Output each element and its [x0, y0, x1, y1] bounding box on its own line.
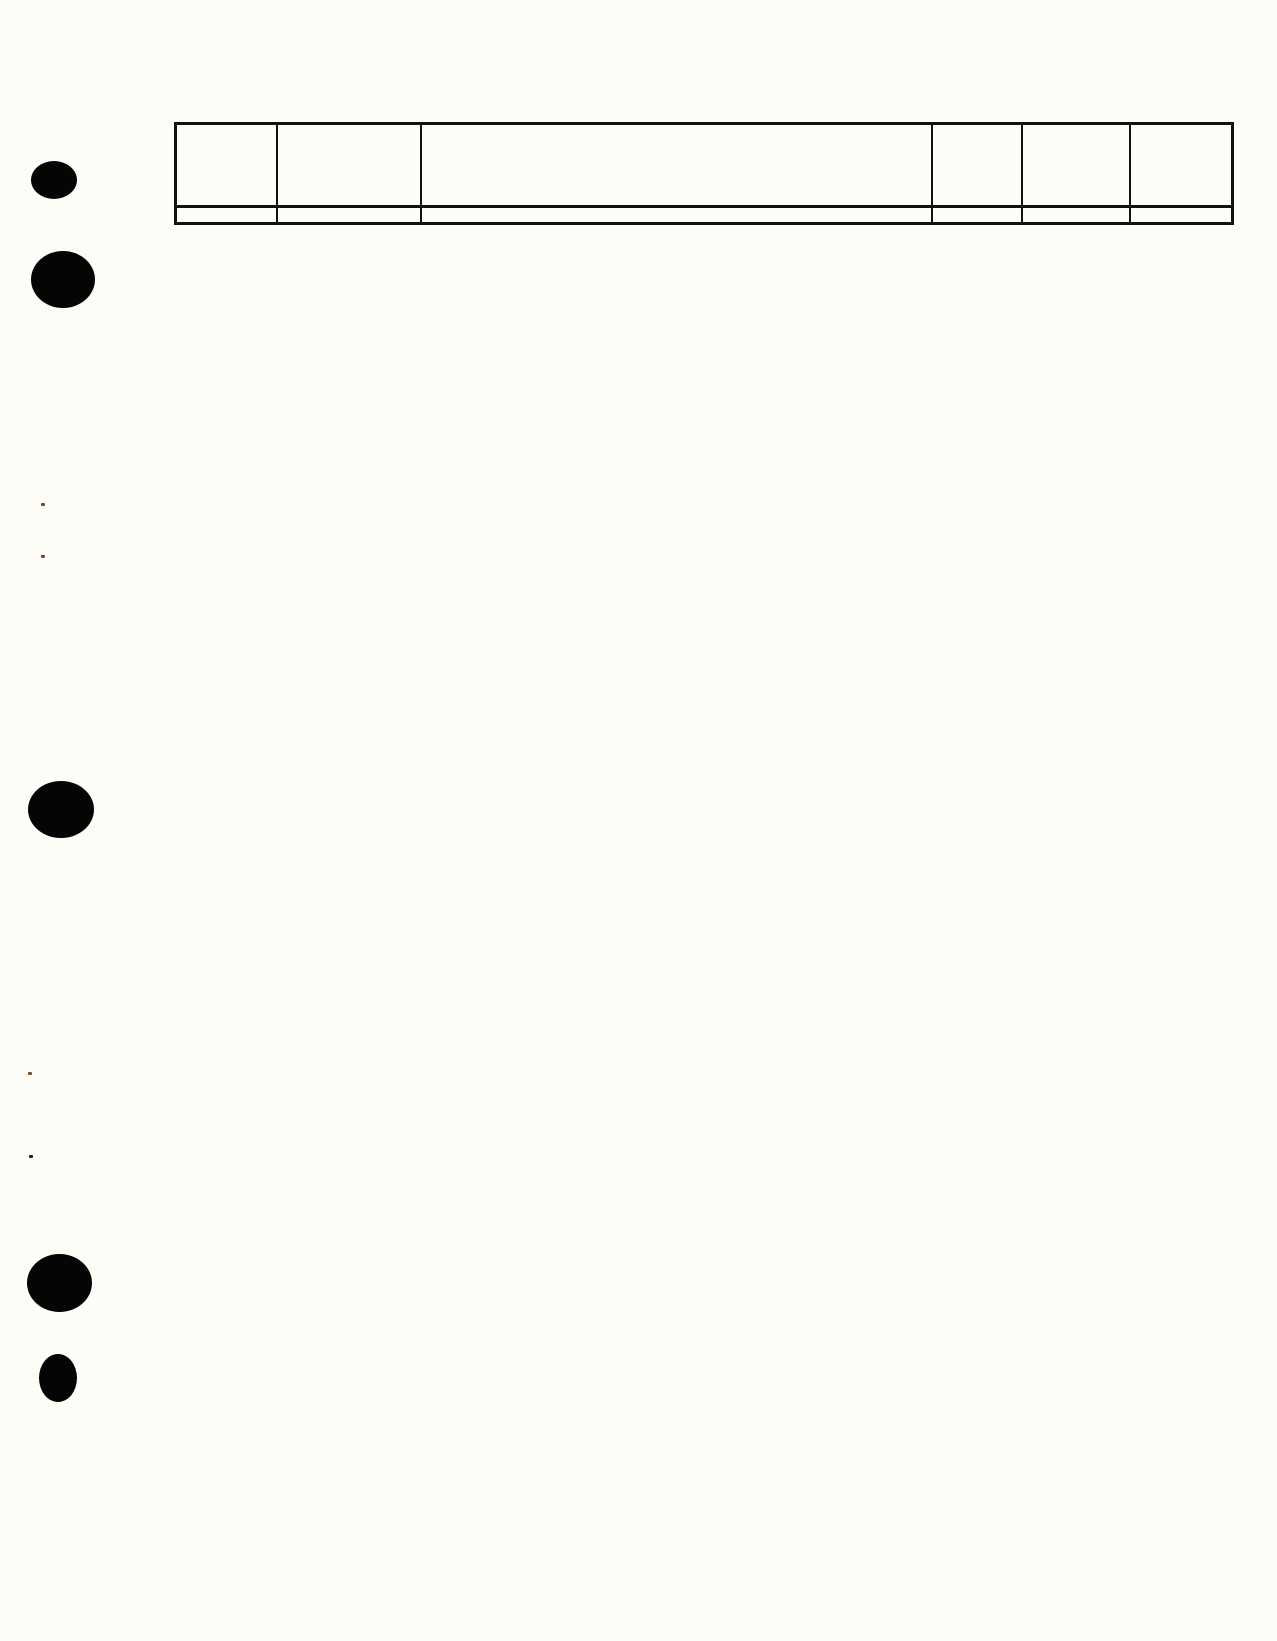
col-header-source — [1023, 125, 1131, 205]
description-column — [422, 208, 933, 222]
col-header-recov — [1131, 125, 1231, 205]
col-header-index — [177, 125, 278, 205]
punch-hole — [28, 781, 94, 838]
recov-column — [1131, 208, 1231, 222]
source-column — [1023, 208, 1131, 222]
parts-list-table — [174, 122, 1234, 225]
index-column — [177, 208, 278, 222]
part-column — [278, 208, 422, 222]
punch-hole — [39, 1354, 77, 1402]
punch-hole — [27, 1254, 92, 1312]
margin-mark — [28, 1072, 32, 1075]
units-column — [933, 208, 1023, 222]
margin-mark — [41, 555, 45, 558]
col-header-part — [278, 125, 422, 205]
col-header-units — [933, 125, 1023, 205]
table-header — [177, 125, 1231, 208]
col-header-description — [422, 125, 933, 205]
punch-hole — [31, 251, 95, 308]
punch-hole — [31, 161, 77, 199]
table-body — [177, 208, 1231, 222]
margin-mark — [29, 1155, 33, 1158]
margin-mark — [41, 503, 45, 506]
